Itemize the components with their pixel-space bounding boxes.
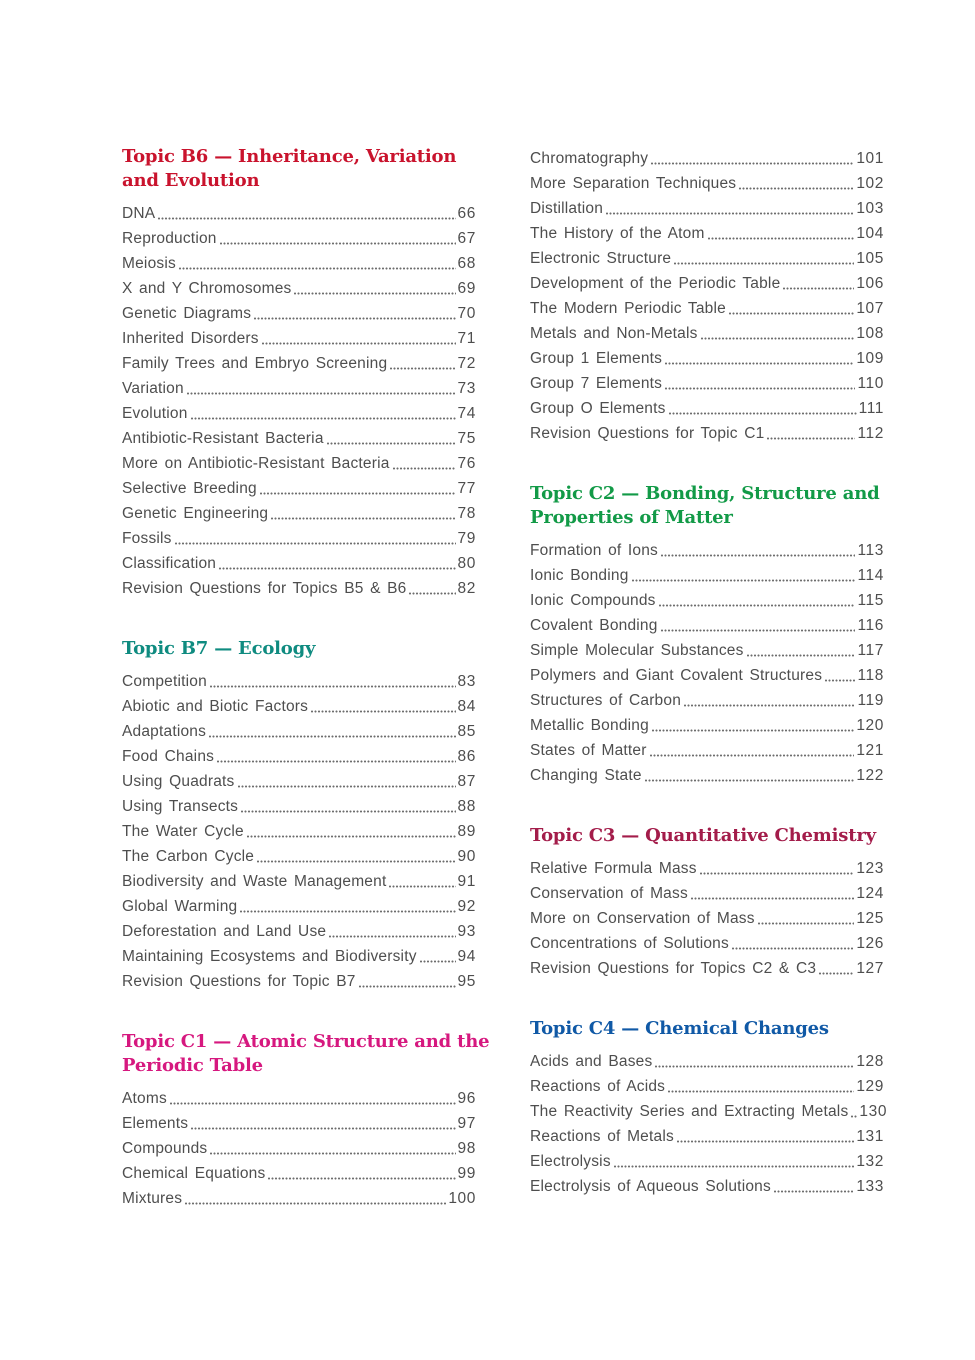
entry-title: Classification — [122, 555, 217, 572]
entry-page-number: 123 — [856, 860, 884, 877]
toc-entry — [530, 1073, 884, 1098]
toc-entry — [530, 320, 884, 345]
dot-leader — [393, 467, 456, 470]
entry-page-number: 121 — [856, 742, 884, 759]
section-heading: Topic C3 — Quantitative Chemistry — [530, 825, 876, 846]
entry-page-number: 130 — [859, 1103, 888, 1120]
entry-title: Revision Questions for Topics C2 & C3 — [530, 960, 817, 977]
dot-leader — [677, 1140, 854, 1143]
entry-title: States of Matter — [530, 742, 647, 759]
entry-page-number: 128 — [856, 1053, 884, 1070]
entry-page-number: 118 — [857, 667, 884, 684]
dot-leader — [825, 679, 855, 682]
entry-page-number: 68 — [457, 255, 476, 272]
entry-title: Using Transects — [122, 798, 239, 815]
entry-title: Group 1 Elements — [530, 350, 663, 367]
dot-leader — [668, 1090, 854, 1093]
entry-title: Atoms — [122, 1090, 167, 1107]
dot-leader — [247, 835, 456, 838]
entry-title: More on Conservation of Mass — [530, 910, 755, 927]
toc-column-2 — [530, 145, 888, 1210]
toc-section — [530, 824, 884, 980]
entry-title: Food Chains — [122, 748, 215, 765]
entry-page-number: 110 — [857, 375, 884, 392]
entry-page-number: 100 — [448, 1190, 476, 1207]
toc-entry — [530, 612, 884, 637]
entry-title: Formation of Ions — [530, 542, 659, 559]
entry-page-number: 107 — [856, 300, 884, 317]
entry-page-number: 76 — [457, 455, 476, 472]
toc-entry — [122, 793, 476, 818]
entry-page-number: 95 — [457, 973, 476, 990]
dot-leader — [187, 392, 456, 395]
entry-title: Electrolysis — [530, 1153, 611, 1170]
entry-page-number: 74 — [457, 405, 476, 422]
entry-title: Inherited Disorders — [122, 330, 259, 347]
dot-leader — [729, 312, 854, 315]
dot-leader — [819, 972, 854, 975]
dot-leader — [359, 985, 456, 988]
toc-entry — [530, 1173, 884, 1198]
dot-leader — [645, 779, 855, 782]
dot-leader — [708, 237, 855, 240]
entry-page-number: 119 — [857, 692, 884, 709]
entry-page-number: 122 — [856, 767, 884, 784]
entry-title: Metals and Non-Metals — [530, 325, 698, 342]
entry-page-number: 120 — [856, 717, 884, 734]
entry-title: The Reactivity Series and Extracting Metals — [530, 1103, 849, 1120]
entry-title: Changing State — [530, 767, 642, 784]
entry-title: Elements — [122, 1115, 189, 1132]
entry-page-number: 71 — [457, 330, 476, 347]
entry-page-number: 82 — [457, 580, 476, 597]
toc-entry — [122, 1110, 476, 1135]
toc-entry — [122, 1185, 476, 1210]
entry-title: DNA — [122, 205, 156, 222]
entry-page-number: 99 — [457, 1165, 476, 1182]
entry-title: Meiosis — [122, 255, 176, 272]
toc-entry — [530, 395, 884, 420]
toc-entry — [122, 1085, 476, 1110]
entry-title: Covalent Bonding — [530, 617, 658, 634]
entry-title: Conservation of Mass — [530, 885, 688, 902]
toc-entry — [122, 893, 476, 918]
entry-page-number: 90 — [457, 848, 476, 865]
dot-leader — [783, 287, 854, 290]
entry-page-number: 124 — [856, 885, 884, 902]
dot-leader — [260, 492, 456, 495]
entry-title: Simple Molecular Substances — [530, 642, 744, 659]
entry-page-number: 69 — [457, 280, 476, 297]
entry-title: Competition — [122, 673, 207, 690]
toc-entry — [530, 905, 884, 930]
entry-page-number: 133 — [856, 1178, 884, 1195]
dot-leader — [665, 387, 855, 390]
entry-page-number: 70 — [457, 305, 476, 322]
toc-entry — [530, 855, 884, 880]
toc-entry — [530, 930, 884, 955]
dot-leader — [732, 947, 854, 950]
entry-title: X and Y Chromosomes — [122, 280, 292, 297]
toc-entry — [530, 220, 884, 245]
toc-entry — [530, 145, 884, 170]
toc-entry — [530, 737, 884, 762]
entry-title: Revision Questions for Topic C1 — [530, 425, 765, 442]
entry-page-number: 85 — [457, 723, 476, 740]
entry-page-number: 115 — [857, 592, 884, 609]
dot-leader — [665, 362, 854, 365]
toc-entry — [122, 843, 476, 868]
entry-title: Biodiversity and Waste Management — [122, 873, 387, 890]
dot-leader — [191, 1127, 455, 1130]
entry-title: Evolution — [122, 405, 188, 422]
dot-leader — [758, 922, 855, 925]
entry-page-number: 83 — [457, 673, 476, 690]
entry-page-number: 129 — [856, 1078, 884, 1095]
dot-leader — [691, 897, 854, 900]
toc-section — [122, 1030, 490, 1210]
entry-page-number: 106 — [856, 275, 884, 292]
entry-title: Revision Questions for Topics B5 & B6 — [122, 580, 407, 597]
toc-entry — [530, 195, 884, 220]
dot-leader — [632, 579, 856, 582]
entry-page-number: 88 — [457, 798, 476, 815]
toc-entry — [122, 475, 476, 500]
entry-page-number: 75 — [457, 430, 476, 447]
toc-entry — [122, 575, 476, 600]
toc-entry — [122, 550, 476, 575]
toc-entry — [122, 325, 476, 350]
toc-section — [122, 637, 476, 993]
entry-page-number: 77 — [457, 480, 476, 497]
dot-leader — [606, 212, 854, 215]
entry-title: Relative Formula Mass — [530, 860, 697, 877]
dot-leader — [311, 710, 455, 713]
entry-page-number: 127 — [856, 960, 884, 977]
toc-entry — [122, 768, 476, 793]
dot-leader — [329, 935, 455, 938]
dot-leader — [669, 412, 857, 415]
dot-leader — [767, 437, 855, 440]
toc-entry — [530, 712, 884, 737]
dot-leader — [240, 910, 455, 913]
entry-page-number: 73 — [457, 380, 476, 397]
toc-entry — [530, 762, 884, 787]
entry-title: Reproduction — [122, 230, 217, 247]
entry-page-number: 84 — [457, 698, 476, 715]
dot-leader — [241, 810, 455, 813]
toc-entry — [530, 1148, 884, 1173]
toc-entry — [530, 270, 884, 295]
toc-section — [122, 145, 476, 600]
entry-title: Global Warming — [122, 898, 238, 915]
entry-page-number: 116 — [857, 617, 884, 634]
toc-entry — [530, 587, 884, 612]
entry-page-number: 103 — [856, 200, 884, 217]
entry-title: Genetic Engineering — [122, 505, 269, 522]
entry-page-number: 105 — [856, 250, 884, 267]
dot-leader — [170, 1102, 456, 1105]
toc-entry — [122, 200, 476, 225]
toc-entry — [122, 943, 476, 968]
toc-entry — [122, 868, 476, 893]
entry-page-number: 72 — [457, 355, 476, 372]
entry-title: Ionic Compounds — [530, 592, 656, 609]
toc-entry — [122, 668, 476, 693]
entry-title: Metallic Bonding — [530, 717, 649, 734]
toc-entry — [122, 918, 476, 943]
dot-leader — [210, 1152, 455, 1155]
toc-entry — [122, 500, 476, 525]
dot-leader — [684, 704, 855, 707]
toc-entry — [530, 637, 884, 662]
toc-entry — [530, 245, 884, 270]
toc-section — [530, 482, 884, 787]
dot-leader — [389, 885, 455, 888]
entry-title: Acids and Bases — [530, 1053, 653, 1070]
toc-entry — [122, 225, 476, 250]
dot-leader — [650, 754, 855, 757]
toc-entry — [530, 1098, 888, 1123]
entry-title: Fossils — [122, 530, 172, 547]
dot-leader — [175, 542, 456, 545]
dot-leader — [420, 960, 456, 963]
entry-page-number: 89 — [457, 823, 476, 840]
entry-page-number: 80 — [457, 555, 476, 572]
entry-title: Mixtures — [122, 1190, 183, 1207]
entry-page-number: 87 — [457, 773, 476, 790]
toc-entry — [530, 170, 884, 195]
dot-leader — [661, 554, 855, 557]
entry-page-number: 125 — [856, 910, 884, 927]
entry-page-number: 93 — [457, 923, 476, 940]
dot-leader — [257, 860, 455, 863]
entry-page-number: 104 — [856, 225, 884, 242]
dot-leader — [271, 517, 455, 520]
toc-column-1 — [122, 145, 490, 1210]
entry-page-number: 114 — [857, 567, 884, 584]
entry-page-number: 92 — [457, 898, 476, 915]
dot-leader — [774, 1190, 854, 1193]
toc-entry — [122, 250, 476, 275]
dot-leader — [238, 785, 456, 788]
toc-entry — [530, 345, 884, 370]
toc-entry — [122, 743, 476, 768]
dot-leader — [652, 729, 854, 732]
entry-title: Distillation — [530, 200, 604, 217]
dot-leader — [674, 262, 854, 265]
entry-page-number: 101 — [856, 150, 884, 167]
toc-entry — [530, 1123, 884, 1148]
entry-title: Development of the Periodic Table — [530, 275, 781, 292]
dot-leader — [217, 760, 455, 763]
dot-leader — [210, 685, 456, 688]
entry-title: Adaptations — [122, 723, 207, 740]
toc-entry — [530, 537, 884, 562]
entry-title: Using Quadrats — [122, 773, 235, 790]
entry-title: Chromatography — [530, 150, 649, 167]
entry-title: Concentrations of Solutions — [530, 935, 729, 952]
entry-title: Reactions of Metals — [530, 1128, 674, 1145]
dot-leader — [209, 735, 455, 738]
entry-page-number: 108 — [856, 325, 884, 342]
toc-entry — [530, 562, 884, 587]
toc-entry — [530, 662, 884, 687]
toc-entry — [122, 1160, 476, 1185]
dot-leader — [655, 1065, 854, 1068]
section-heading: Topic C4 — Chemical Changes — [530, 1018, 829, 1039]
dot-leader — [219, 567, 455, 570]
entry-title: More Separation Techniques — [530, 175, 737, 192]
toc-entry — [122, 275, 476, 300]
entry-title: More on Antibiotic-Resistant Bacteria — [122, 455, 390, 472]
toc-entry — [530, 420, 884, 445]
entry-title: Ionic Bonding — [530, 567, 629, 584]
entry-page-number: 79 — [457, 530, 476, 547]
entry-title: Electrolysis of Aqueous Solutions — [530, 1178, 771, 1195]
toc-entry — [122, 1135, 476, 1160]
entry-page-number: 109 — [856, 350, 884, 367]
entry-page-number: 112 — [857, 425, 884, 442]
entry-title: The History of the Atom — [530, 225, 705, 242]
entry-page-number: 94 — [457, 948, 476, 965]
dot-leader — [191, 417, 456, 420]
entry-page-number: 97 — [457, 1115, 476, 1132]
toc-entry — [122, 400, 476, 425]
entry-page-number: 96 — [457, 1090, 476, 1107]
dot-leader — [262, 342, 456, 345]
entry-title: Reactions of Acids — [530, 1078, 666, 1095]
entry-title: Abiotic and Biotic Factors — [122, 698, 309, 715]
toc-entry — [530, 687, 884, 712]
entry-page-number: 67 — [457, 230, 476, 247]
section-heading: Topic C2 — Bonding, Structure and Properties of Matter — [530, 483, 880, 528]
dot-leader — [701, 337, 855, 340]
dot-leader — [409, 592, 455, 595]
entry-title: Electronic Structure — [530, 250, 672, 267]
entry-page-number: 98 — [457, 1140, 476, 1157]
dot-leader — [659, 604, 856, 607]
entry-title: The Water Cycle — [122, 823, 244, 840]
toc-entry — [122, 968, 476, 993]
dot-leader — [220, 242, 456, 245]
entry-title: Variation — [122, 380, 184, 397]
entry-title: Deforestation and Land Use — [122, 923, 327, 940]
section-heading: Topic C1 — Atomic Structure and the Periodic Table — [122, 1031, 490, 1076]
entry-page-number: 102 — [856, 175, 884, 192]
toc-entry — [122, 693, 476, 718]
toc-entry — [530, 295, 884, 320]
toc-section — [530, 145, 884, 445]
entry-title: Family Trees and Embryo Screening — [122, 355, 388, 372]
dot-leader — [158, 217, 455, 220]
entry-page-number: 113 — [857, 542, 884, 559]
entry-page-number: 86 — [457, 748, 476, 765]
dot-leader — [614, 1165, 855, 1168]
entry-page-number: 91 — [457, 873, 476, 890]
section-heading: Topic B6 — Inheritance, Variation and Evolution — [122, 146, 457, 191]
toc-section — [530, 1017, 888, 1198]
entry-title: Structures of Carbon — [530, 692, 682, 709]
dot-leader — [747, 654, 856, 657]
entry-page-number: 126 — [856, 935, 884, 952]
dot-leader — [327, 442, 456, 445]
toc-entry — [530, 955, 884, 980]
toc-entry — [530, 370, 884, 395]
dot-leader — [700, 872, 855, 875]
toc-entry — [122, 818, 476, 843]
dot-leader — [254, 317, 455, 320]
toc-entry — [530, 1048, 884, 1073]
entry-title: Chemical Equations — [122, 1165, 266, 1182]
toc-entry — [122, 300, 476, 325]
entry-title: Group O Elements — [530, 400, 666, 417]
dot-leader — [651, 162, 854, 165]
entry-page-number: 131 — [856, 1128, 884, 1145]
entry-page-number: 111 — [858, 400, 884, 417]
entry-title: Selective Breeding — [122, 480, 257, 497]
entry-title: Compounds — [122, 1140, 208, 1157]
dot-leader — [179, 267, 456, 270]
dot-leader — [185, 1202, 446, 1205]
entry-title: Group 7 Elements — [530, 375, 663, 392]
dot-leader — [739, 187, 854, 190]
toc-entry — [122, 350, 476, 375]
entry-title: The Carbon Cycle — [122, 848, 255, 865]
entry-title: Genetic Diagrams — [122, 305, 252, 322]
entry-title: Maintaining Ecosystems and Biodiversity — [122, 948, 417, 965]
toc-entry — [122, 450, 476, 475]
toc-entry — [122, 525, 476, 550]
entry-page-number: 132 — [856, 1153, 884, 1170]
dot-leader — [268, 1177, 455, 1180]
toc-entry — [122, 425, 476, 450]
entry-page-number: 66 — [457, 205, 476, 222]
entry-title: The Modern Periodic Table — [530, 300, 726, 317]
toc-entry — [530, 880, 884, 905]
entry-title: Polymers and Giant Covalent Structures — [530, 667, 823, 684]
toc-entry — [122, 718, 476, 743]
dot-leader — [851, 1115, 857, 1118]
toc-entry — [122, 375, 476, 400]
entry-title: Revision Questions for Topic B7 — [122, 973, 356, 990]
dot-leader — [294, 292, 455, 295]
dot-leader — [661, 629, 856, 632]
dot-leader — [390, 367, 455, 370]
entry-page-number: 117 — [857, 642, 884, 659]
section-heading: Topic B7 — Ecology — [122, 638, 316, 659]
entry-title: Antibiotic-Resistant Bacteria — [122, 430, 324, 447]
entry-page-number: 78 — [457, 505, 476, 522]
